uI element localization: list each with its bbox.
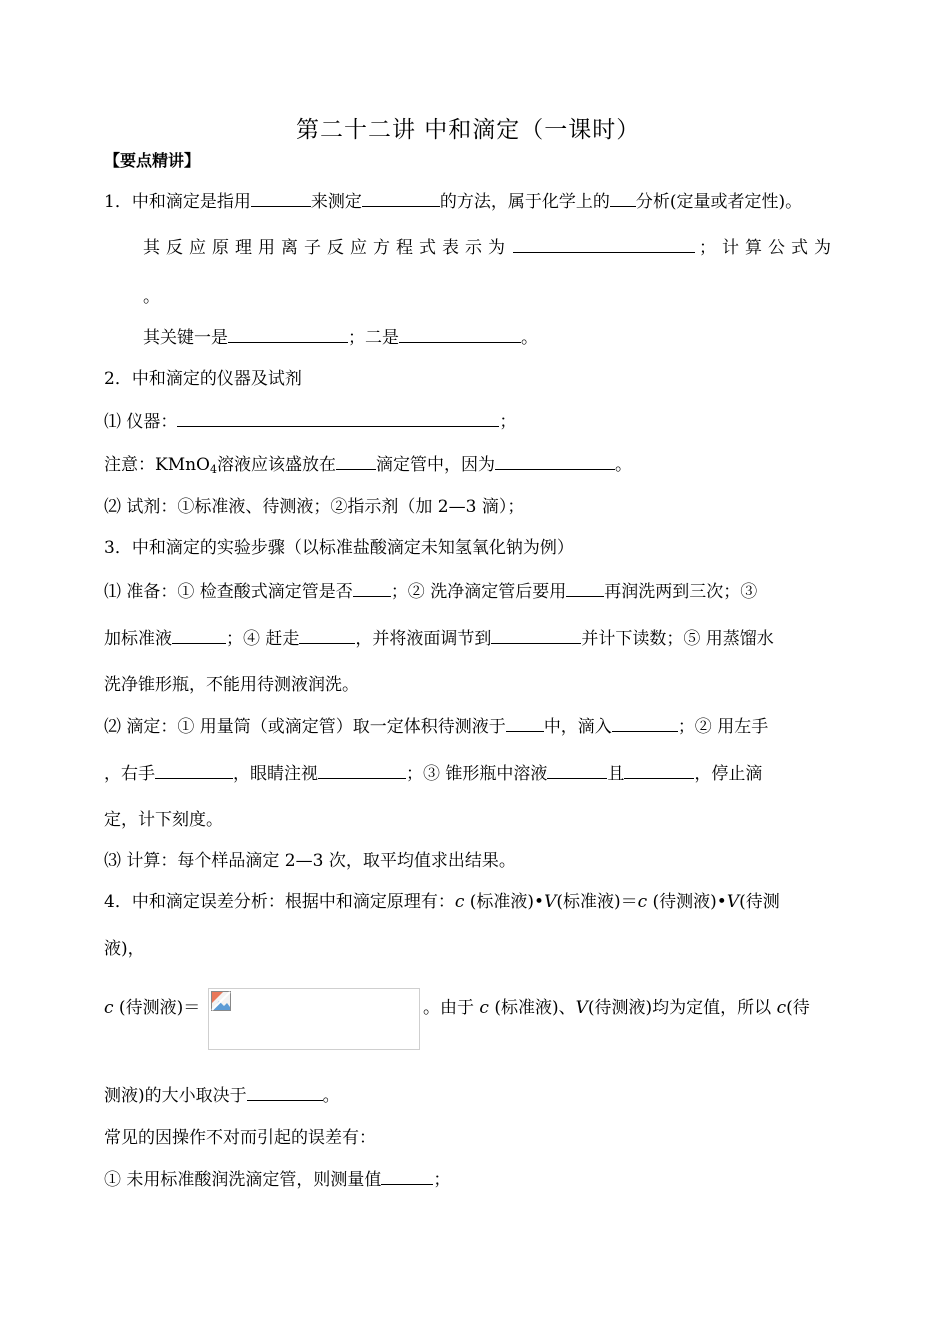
- blank: [247, 1083, 323, 1101]
- text: ；: [433, 1170, 451, 1190]
- text: ，并将液面调节到: [355, 629, 492, 649]
- text: 中，滴入: [543, 717, 612, 737]
- text: (待测液)＝: [113, 998, 201, 1018]
- s4-line3-left: [104, 996, 200, 1020]
- text: (标准液)＝: [556, 892, 638, 912]
- s2-line3: ⑵ 试剂：①标准液、待测液；②指示剂（加 2—3 滴）；: [104, 497, 525, 517]
- s2-heading: 2．中和滴定的仪器及试剂: [104, 369, 302, 389]
- blank: [610, 189, 636, 207]
- text: ① 未用标准酸润洗滴定管，则测量值: [104, 1170, 382, 1190]
- text: 加标准液: [104, 629, 172, 649]
- blank: [336, 452, 376, 470]
- s2-line1: [104, 409, 516, 434]
- text: 的方法，属于化学上的: [439, 192, 610, 212]
- blank: [353, 579, 391, 597]
- blank: [612, 714, 678, 732]
- s3-p3: 洗净锥形瓶，不能用待测液润洗。: [104, 675, 359, 695]
- s3-p5: [104, 761, 762, 786]
- text: 。由于: [423, 998, 480, 1018]
- blank: [177, 409, 499, 427]
- text: ；② 用左手: [677, 717, 769, 737]
- text: (待: [786, 998, 810, 1018]
- s1-line3: 。: [143, 287, 160, 307]
- var-c: c: [637, 892, 648, 912]
- s3-p6: 定，计下刻度。: [104, 810, 223, 830]
- s3-p2: [104, 626, 774, 651]
- s1-line1: [104, 189, 802, 214]
- s4-line2: 液)，: [104, 939, 145, 959]
- s2-line2: [104, 452, 632, 477]
- var-c: c: [104, 998, 114, 1018]
- text: 且: [607, 764, 625, 784]
- blank: [566, 579, 604, 597]
- text: (待测液)均为定值，所以: [587, 998, 777, 1018]
- blank: [228, 325, 348, 343]
- s1-line4: [143, 325, 538, 350]
- text: ；④ 赶走: [226, 629, 300, 649]
- formula-image-placeholder: [208, 988, 420, 1050]
- broken-image-icon: [211, 991, 231, 1011]
- text: 分析(定量或者定性)。: [635, 192, 803, 212]
- text: ，停止滴: [694, 764, 763, 784]
- blank: [318, 761, 406, 779]
- text: ；二是: [348, 328, 399, 348]
- text: ；③ 锥形瓶中溶液: [406, 764, 548, 784]
- var-c: c: [776, 998, 787, 1018]
- text: 并计下读数；⑤ 用蒸馏水: [581, 629, 774, 649]
- text: 。: [521, 328, 538, 348]
- var-v: V: [726, 892, 740, 912]
- text: ；: [499, 412, 517, 432]
- text: 注意：KMnO: [104, 455, 210, 475]
- s4-line5: 常见的因操作不对而引起的误差有：: [104, 1128, 376, 1148]
- blank: [547, 761, 607, 779]
- text: 测液)的大小取决于: [104, 1086, 247, 1106]
- text: ；② 洗净滴定管后要用: [390, 582, 567, 602]
- blank: [624, 761, 694, 779]
- text: ；计算公式为: [699, 238, 837, 258]
- page-title: 第二十二讲 中和滴定（一课时）: [296, 117, 641, 143]
- var-v: V: [544, 892, 557, 912]
- text: (标准液)•: [464, 892, 545, 912]
- text: ⑵ 滴定：① 用量筒（或滴定管）取一定体积待测液于: [104, 717, 506, 737]
- var-v: V: [575, 998, 588, 1018]
- var-c: c: [479, 998, 489, 1018]
- text: 。: [322, 1086, 340, 1106]
- s1-line2: [143, 235, 837, 260]
- text: ⑴ 准备：① 检查酸式滴定管是否: [104, 582, 353, 602]
- text: 。: [615, 455, 632, 475]
- s3-heading: 3．中和滴定的实验步骤（以标准盐酸滴定未知氢氧化钠为例）: [104, 538, 574, 558]
- s4-line1: [104, 890, 780, 914]
- subscript: 4: [210, 463, 217, 476]
- s4-line4: [104, 1083, 340, 1108]
- text: 其反应原理用离子反应方程式表示为: [143, 238, 511, 258]
- text: ，眼睛注视: [233, 764, 318, 784]
- blank: [513, 235, 695, 253]
- s3-p1: [104, 579, 757, 604]
- s3-p4: [104, 714, 768, 739]
- blank: [491, 626, 581, 644]
- text: (待测: [739, 892, 780, 912]
- text: 其关键一是: [143, 328, 228, 348]
- blank: [155, 761, 233, 779]
- blank: [506, 714, 544, 732]
- blank: [299, 626, 355, 644]
- blank: [381, 1167, 433, 1185]
- blank: [362, 189, 440, 207]
- blank: [172, 626, 226, 644]
- blank: [251, 189, 311, 207]
- blank: [399, 325, 521, 343]
- s4-line3-right: [423, 996, 810, 1020]
- section-heading: 【要点精讲】: [104, 151, 201, 170]
- text: (标准液)、: [488, 998, 576, 1018]
- text: 滴定管中，因为: [376, 455, 495, 475]
- blank: [495, 452, 615, 470]
- text: ，右手: [104, 764, 155, 784]
- text: 来测定: [310, 192, 362, 212]
- text: 溶液应该盛放在: [217, 455, 336, 475]
- var-c: c: [454, 892, 465, 912]
- text: 1．中和滴定是指用: [104, 192, 251, 212]
- text: (待测液)•: [647, 892, 727, 912]
- text: 再润洗两到三次；③: [604, 582, 758, 602]
- s4-line6: [104, 1167, 450, 1192]
- s3-p7: ⑶ 计算：每个样品滴定 2—3 次，取平均值求出结果。: [104, 851, 516, 871]
- text: 4．中和滴定误差分析：根据中和滴定原理有：: [104, 892, 455, 912]
- text: ⑴ 仪器：: [104, 412, 178, 432]
